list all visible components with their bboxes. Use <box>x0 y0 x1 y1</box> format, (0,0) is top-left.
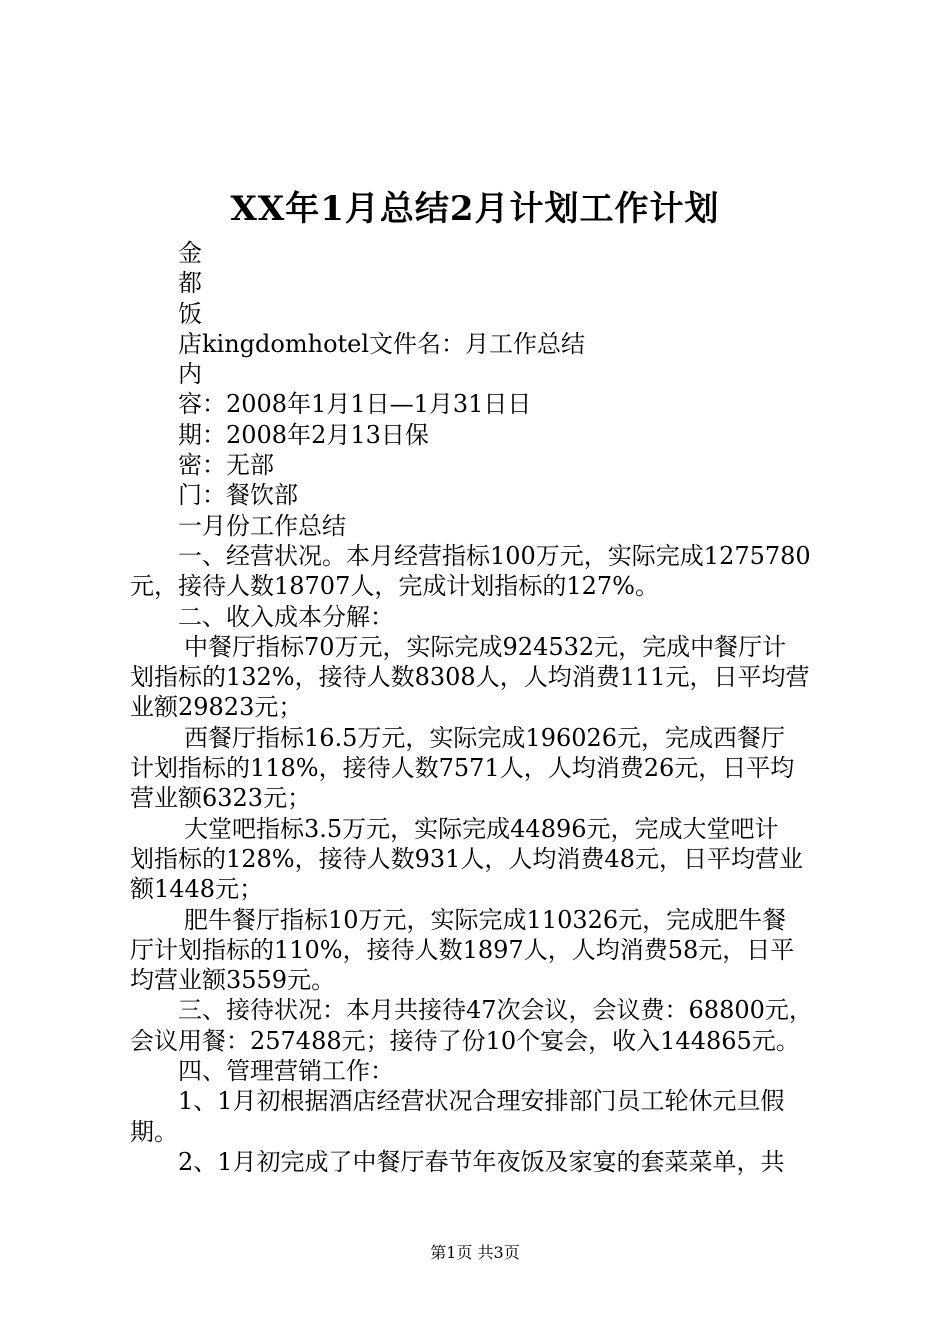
text-line: 门：餐饮部 <box>178 481 298 510</box>
text-line: 期：2008年2月13日保 <box>178 420 429 449</box>
text-line: 容：2008年1月1日—1月31日日 <box>178 390 532 419</box>
paragraph-line: 厅计划指标的110%，接待人数1897人，人均消费58元，日平 <box>130 935 795 964</box>
text-line: 密：无部 <box>178 451 274 480</box>
text-line: 店kingdomhotel文件名：月工作总结 <box>178 329 586 358</box>
paragraph-line: 大堂吧指标3.5万元，实际完成44896元，完成大堂吧计 <box>184 814 779 843</box>
paragraph-line: 期。 <box>130 1117 178 1146</box>
paragraph-line: 会议用餐：257488元；接待了份10个宴会，收入144865元。 <box>130 1026 800 1055</box>
text-line: 金 <box>178 239 202 267</box>
paragraph-line: 计划指标的118%，接待人数7571人，人均消费26元，日平均 <box>130 754 795 783</box>
text-line: 都 <box>178 269 202 298</box>
paragraph-line: 业额29823元； <box>130 693 303 722</box>
paragraph-line: 2、1月初完成了中餐厅春节年夜饭及家宴的套菜菜单，共 <box>178 1147 785 1176</box>
paragraph-line: 划指标的128%，接待人数931人，人均消费48元，日平均营业 <box>130 844 803 873</box>
paragraph-line: 均营业额3559元。 <box>130 966 336 995</box>
document-title: XX年1月总结2月计划工作计划 <box>230 189 720 229</box>
text-line: 内 <box>178 360 202 389</box>
text-line: 饭 <box>178 299 202 328</box>
page-footer: 第1页 共3页 <box>430 1243 520 1262</box>
paragraph-line: 划指标的132%，接待人数8308人，人均消费111元，日平均营 <box>130 663 810 692</box>
paragraph-line: 元，接待人数18707人，完成计划指标的127%。 <box>130 572 659 601</box>
paragraph-line: 1、1月初根据酒店经营状况合理安排部门员工轮休元旦假 <box>178 1087 785 1116</box>
paragraph-line: 肥牛餐厅指标10万元，实际完成110326元，完成肥牛餐 <box>184 905 787 934</box>
paragraph-line: 西餐厅指标16.5万元，实际完成196026元，完成西餐厅 <box>184 723 786 752</box>
paragraph-line: 中餐厅指标70万元，实际完成924532元，完成中餐厅计 <box>184 632 787 661</box>
section-heading: 一月份工作总结 <box>178 511 346 540</box>
paragraph-line: 额1448元； <box>130 875 264 904</box>
section-heading: 二、收入成本分解： <box>178 602 394 631</box>
paragraph-line: 一、经营状况。本月经营指标100万元，实际完成1275780 <box>178 541 811 570</box>
paragraph-line: 三、接待状况：本月共接待47次会议，会议费：68800元， <box>178 996 813 1025</box>
section-heading: 四、管理营销工作： <box>178 1057 394 1086</box>
document-body <box>130 238 830 1177</box>
paragraph-line: 营业额6323元； <box>130 784 312 813</box>
